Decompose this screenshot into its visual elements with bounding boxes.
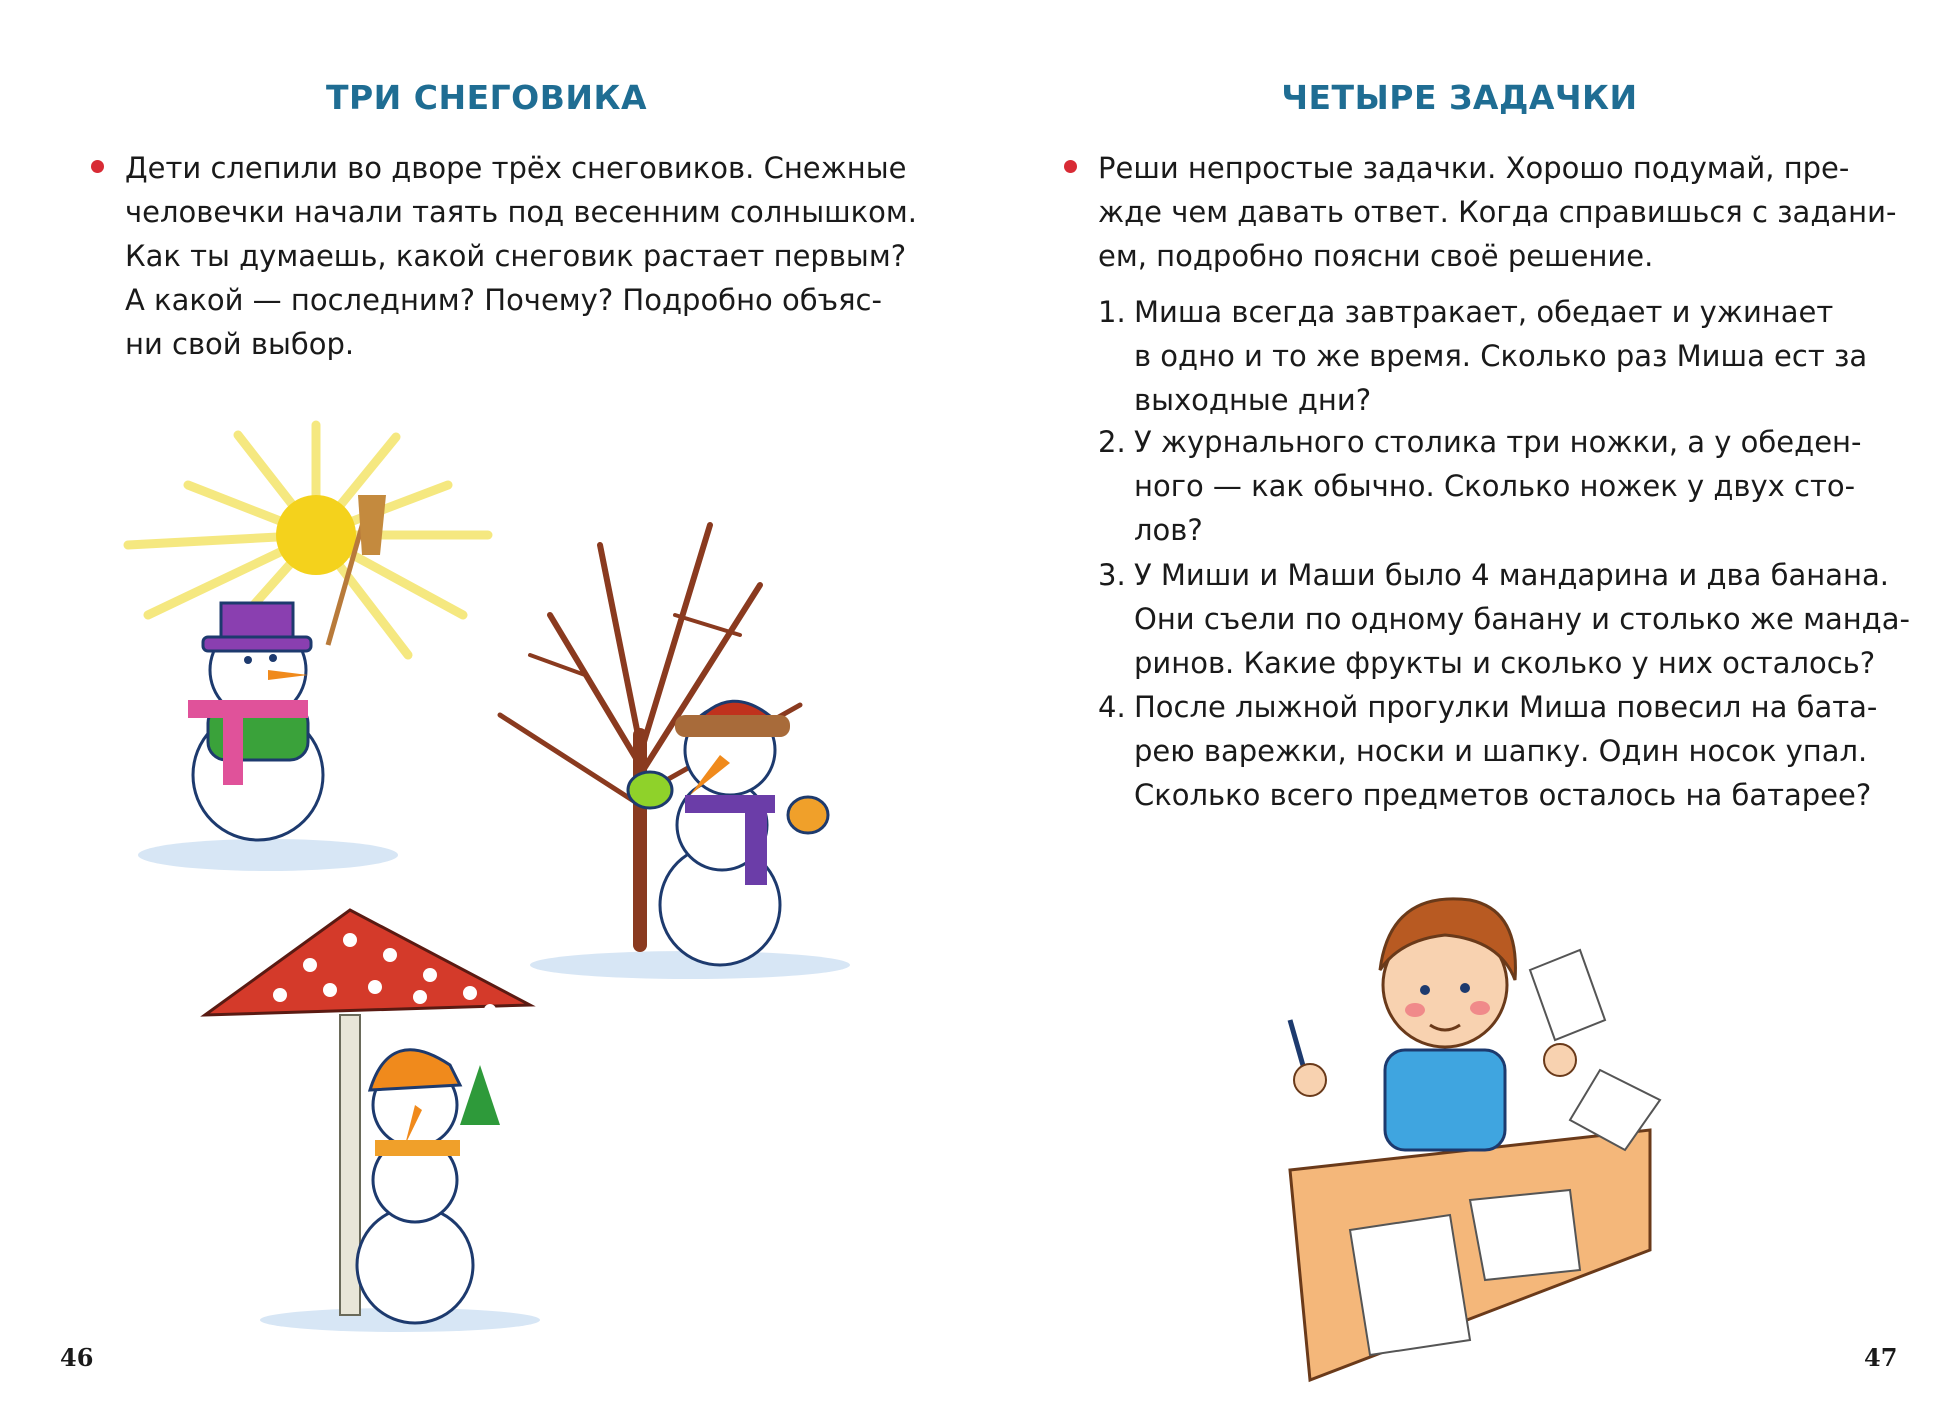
page-number-left: 46 — [60, 1343, 94, 1372]
text-line: рею варежки, носки и шапку. Один носок упал. — [1134, 734, 1868, 768]
text-line: ринов. Какие фрукты и сколько у них осталось? — [1134, 646, 1876, 680]
text-line: ного — как обычно. Сколько ножек у двух сто- — [1134, 469, 1856, 503]
snowman-earflap-hat — [628, 701, 828, 965]
task-item — [1098, 553, 1910, 685]
text-line: в одно и то же время. Сколько раз Миша ест за — [1134, 339, 1868, 373]
boy-icon — [1290, 899, 1576, 1150]
left-intro-paragraph — [125, 146, 917, 366]
page-number-right: 47 — [1864, 1343, 1898, 1372]
bullet-icon — [1064, 160, 1077, 173]
text-line: У журнального столика три ножки, а у обеден- — [1134, 425, 1862, 459]
task-number: 1. — [1098, 295, 1126, 329]
left-page-title: ТРИ СНЕГОВИКА — [325, 78, 648, 117]
task-number: 2. — [1098, 425, 1126, 459]
text-line: ни свой выбор. — [125, 327, 355, 361]
mushroom-and-snowman-illustration — [200, 905, 580, 1335]
right-page-title: ЧЕТЫРЕ ЗАДАЧКИ — [1281, 78, 1638, 117]
text-line: А какой — последним? Почему? Подробно объяс- — [125, 283, 882, 317]
text-line: Дети слепили во дворе трёх снеговиков. Снежные — [125, 151, 907, 185]
task-item — [1098, 290, 1868, 422]
task-number: 4. — [1098, 690, 1126, 724]
text-line: У Миши и Маши было 4 мандарина и два банана. — [1134, 558, 1889, 592]
desk-icon — [1290, 1130, 1650, 1380]
right-intro-paragraph — [1098, 146, 1897, 278]
text-line: Они съели по одному банану и столько же манда- — [1134, 602, 1910, 636]
bullet-icon — [91, 160, 104, 173]
text-line: После лыжной прогулки Миша повесил на бата- — [1134, 690, 1878, 724]
text-line: Реши непростые задачки. Хорошо подумай, пре- — [1098, 151, 1850, 185]
text-line: человечки начали таять под весенним солнышком. — [125, 195, 917, 229]
text-line: лов? — [1134, 513, 1203, 547]
text-line: жде чем давать ответ. Когда справишься с задани- — [1098, 195, 1897, 229]
text-line: Сколько всего предметов осталось на батарее? — [1134, 778, 1872, 812]
text-line: выходные дни? — [1134, 383, 1372, 417]
sun-icon — [276, 495, 356, 575]
small-tree-icon — [460, 1065, 500, 1125]
text-line: ем, подробно поясни своё решение. — [1098, 239, 1654, 273]
task-item — [1098, 685, 1878, 817]
boy-at-desk-illustration — [1270, 870, 1670, 1390]
sun-and-snowman-illustration — [118, 415, 498, 875]
text-line: Как ты думаешь, какой снеговик растает первым? — [125, 239, 907, 273]
text-line: Миша всегда завтракает, обедает и ужинает — [1134, 295, 1834, 329]
task-item — [1098, 420, 1868, 552]
snow-shadow — [138, 839, 398, 871]
snowman-nightcap — [357, 1050, 500, 1323]
task-number: 3. — [1098, 558, 1126, 592]
